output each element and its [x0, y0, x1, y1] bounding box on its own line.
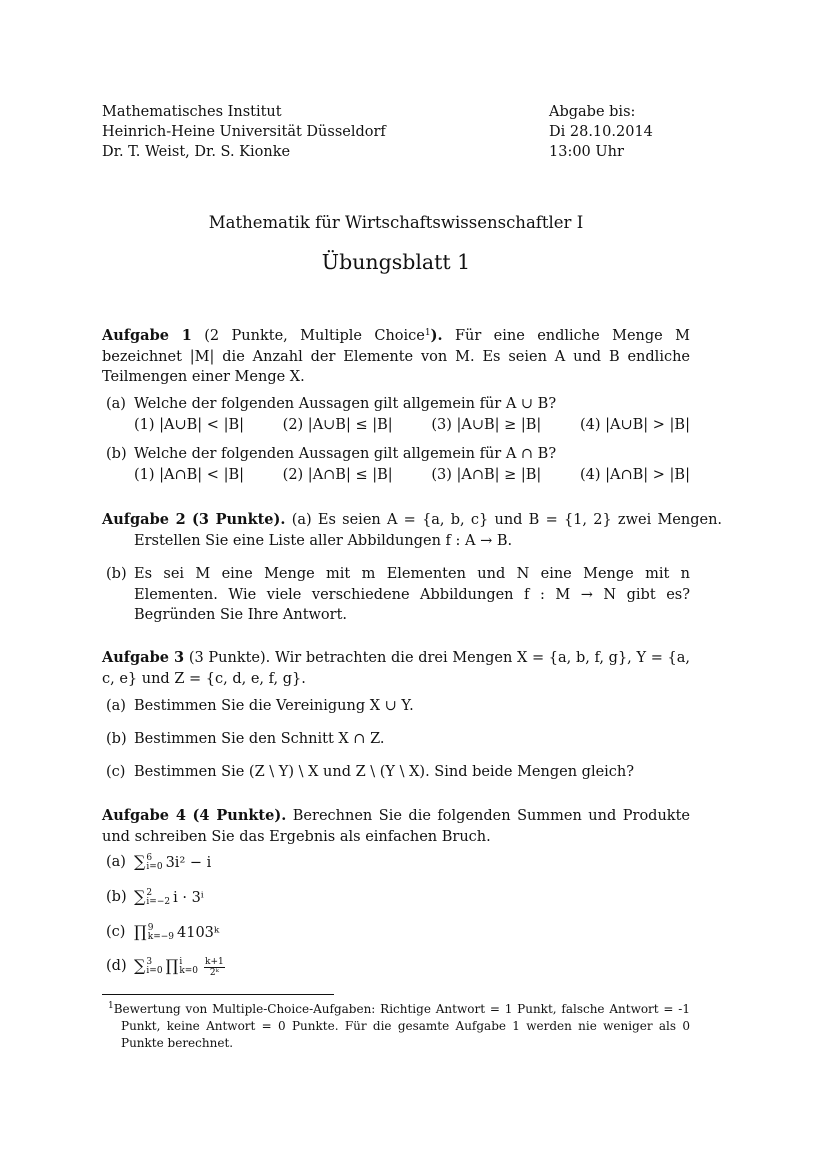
task-1a-label: (a) — [106, 396, 126, 412]
course-title: Mathematik für Wirtschaftswissenschaftler I — [208, 213, 584, 232]
task-3-title: Aufgabe 3 — [102, 649, 185, 666]
task-4a-formula — [134, 852, 690, 874]
task-4a — [102, 852, 690, 874]
task-2-points: (3 Punkte). — [191, 511, 286, 528]
task-4-title: Aufgabe 4 — [102, 807, 186, 824]
task-3a-text: Bestimmen Sie die Vereinigung X ∪ Y. — [134, 698, 414, 714]
option: (4) |A∩B| > |B| — [579, 466, 690, 483]
task-3c-text: Bestimmen Sie (Z \ Y) \ X und Z \ (Y \ X). Sind beide Mengen gleich? — [134, 764, 635, 780]
task-1-intro: Aufgabe 1 (2 Punkte, Multiple Choice$^1$). Für eine endliche Menge M bezeichnet |M| die Anzahl der Elemente von M. Es seien A und B endliche Teilmengen einer Menge X. — [102, 327, 690, 385]
task-2b-label: (b) — [106, 566, 127, 582]
option: (1) |A∪B| < |B| — [134, 416, 244, 433]
product-symbol: ∏ — [134, 922, 147, 941]
task-1b — [102, 444, 690, 485]
denominator: 2ᵏ — [209, 967, 219, 978]
task-4d-formula — [134, 956, 690, 978]
task-1-title: Aufgabe 1 — [102, 327, 192, 344]
option: (2) |A∪B| ≤ |B| — [282, 416, 393, 433]
task-3b-label: (b) — [106, 731, 127, 747]
sum-symbol: ∑ — [134, 852, 146, 871]
task-1-points: (2 Punkte, Multiple Choice — [204, 328, 425, 344]
task-4-text: Berechnen Sie die folgenden Summen und Produkte und schreiben Sie das Ergebnis als einfachen Bruch. — [102, 808, 690, 845]
task-3b-text: Bestimmen Sie den Schnitt X ∩ Z. — [134, 731, 385, 747]
task-3-points: (3 Punkte). — [188, 650, 271, 666]
task-4b-formula — [134, 887, 690, 909]
footnote — [102, 998, 690, 1052]
task-3c-label: (c) — [106, 764, 126, 780]
numerator: k+1 — [205, 956, 224, 967]
task-4-points: (4 Punkte). — [192, 807, 287, 824]
option: (3) |A∪B| ≥ |B| — [431, 416, 542, 433]
product-symbol: ∏ — [165, 956, 179, 975]
task-1a — [102, 394, 690, 435]
task-4d — [102, 956, 690, 978]
option: (1) |A∩B| < |B| — [134, 466, 244, 483]
task-4c-formula — [134, 922, 690, 944]
task-4-intro — [102, 806, 690, 847]
footnote-ref: 1 — [424, 328, 431, 338]
header-right — [549, 102, 653, 162]
task-4c-label: (c) — [106, 924, 126, 940]
university-name: Heinrich-Heine Universität Düsseldorf — [102, 124, 386, 140]
task-3-intro — [102, 648, 690, 689]
factor: 4103ᵏ — [177, 925, 220, 941]
upper-limit: 3 — [146, 957, 153, 967]
deadline-label: Abgabe bis: — [549, 104, 636, 120]
task-4b — [102, 887, 690, 909]
task-4b-label: (b) — [106, 889, 127, 905]
option: (3) |A∩B| ≥ |B| — [431, 466, 542, 483]
upper-limit: 9 — [147, 923, 154, 933]
sheet-title: Übungsblatt 1 — [321, 250, 471, 274]
option: (2) |A∩B| ≤ |B| — [282, 466, 393, 483]
footnote-mark: 1 — [108, 1001, 114, 1011]
task-2-title: Aufgabe 2 — [102, 511, 186, 528]
lecturers: Dr. T. Weist, Dr. S. Kionke — [102, 144, 291, 160]
lower-limit: k=0 — [179, 966, 199, 976]
institute-name: Mathematisches Institut — [102, 104, 282, 120]
fraction — [204, 957, 225, 978]
upper-limit: i — [179, 957, 183, 967]
task-3-text: Wir betrachten die drei Mengen X = {a, b, f, g}, Y = {a, c, e} und Z = {c, d, e, f, g}. — [102, 650, 691, 687]
summand: 3i² − i — [165, 855, 212, 871]
task-1b-options — [134, 465, 690, 486]
footnote-divider — [102, 994, 334, 995]
footnote-text: Bewertung von Multiple-Choice-Aufgaben: Richtige Antwort = 1 Punkt, falsche Antwort = -1 Punkt, keine Antwort = 0 Punkte. Für die gesamte Aufgabe 1 werden nie weniger als 0 Punkte berechnet. — [113, 1002, 690, 1050]
task-3b — [102, 729, 690, 750]
upper-limit: 2 — [146, 888, 153, 898]
task-1a-options — [134, 415, 690, 436]
lower-limit: i=0 — [146, 862, 163, 872]
lower-limit: i=0 — [146, 966, 163, 976]
sum-symbol: ∑ — [134, 956, 146, 975]
sum-symbol: ∑ — [134, 887, 146, 906]
deadline-time: 13:00 Uhr — [549, 144, 624, 160]
task-3c — [102, 762, 690, 783]
task-4c — [102, 922, 690, 944]
task-2-intro — [102, 510, 722, 551]
task-3a-label: (a) — [106, 698, 126, 714]
task-2a-text: (a) Es seien A = {a, b, c} und B = {1, 2} zwei Mengen. Erstellen Sie eine Liste aller Abbildungen f : A → B. — [134, 512, 723, 549]
lower-limit: i=−2 — [146, 897, 171, 907]
task-4a-label: (a) — [106, 854, 126, 870]
task-2b — [102, 564, 690, 626]
option: (4) |A∪B| > |B| — [579, 416, 690, 433]
summand: i · 3ⁱ — [173, 890, 204, 906]
lower-limit: k=−9 — [147, 932, 174, 942]
deadline-date: Di 28.10.2014 — [549, 124, 653, 140]
task-3a — [102, 696, 690, 717]
upper-limit: 6 — [146, 853, 153, 863]
task-1a-question: Welche der folgenden Aussagen gilt allgemein für A ∪ B? — [134, 396, 557, 412]
task-4d-label: (d) — [106, 958, 127, 974]
header-left — [102, 102, 386, 162]
task-1b-label: (b) — [106, 446, 127, 462]
task-1b-question: Welche der folgenden Aussagen gilt allgemein für A ∩ B? — [134, 446, 557, 462]
task-1-text: Für eine endliche Menge M bezeichnet |M| die Anzahl der Elemente von M. Es seien A und B endliche Teilmengen einer Menge X. — [102, 328, 690, 385]
task-2b-text: Es sei M eine Menge mit m Elementen und N eine Menge mit n Elementen. Wie viele verschiedene Abbildungen f : M → N gibt es? Begründen Sie Ihre Antwort. — [134, 566, 690, 623]
